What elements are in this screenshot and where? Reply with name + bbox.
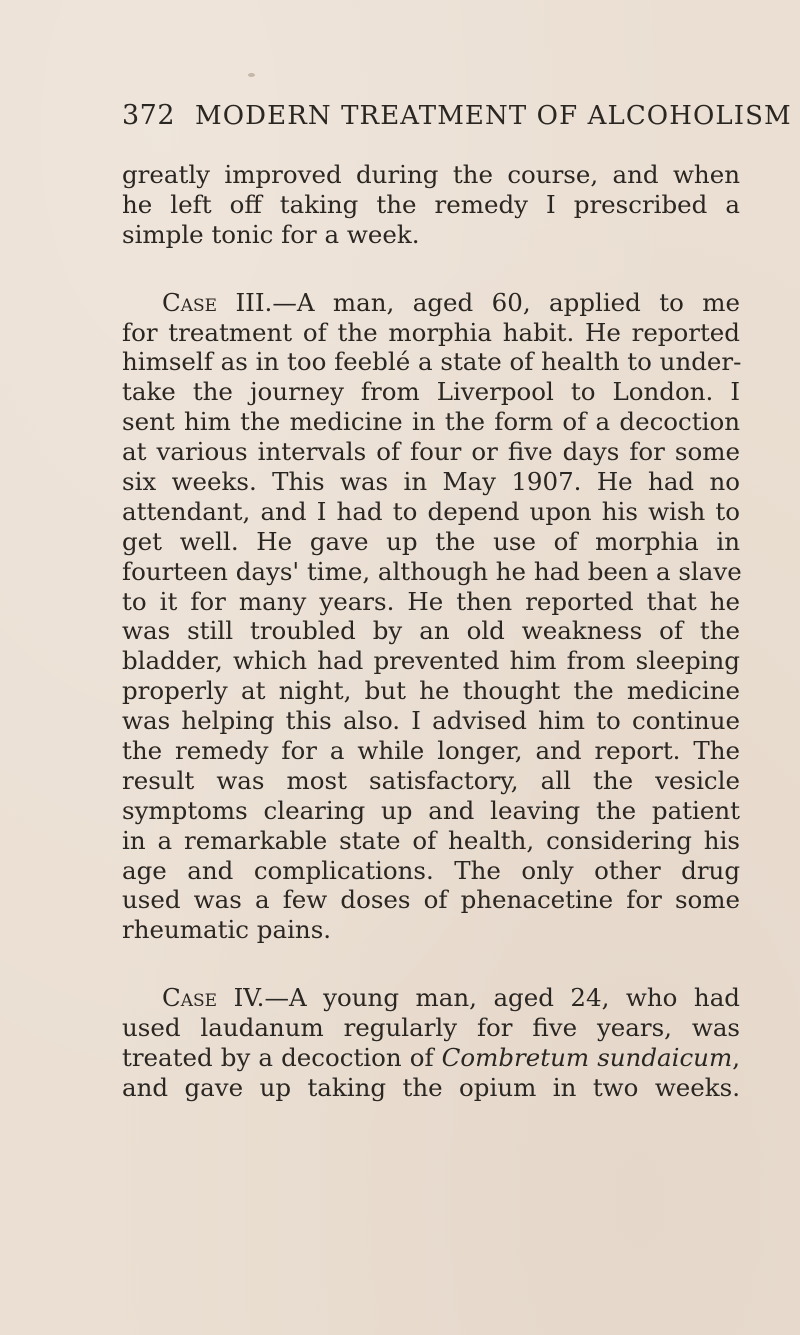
- text-line: sent him the medicine in the form of a decoction: [122, 407, 740, 437]
- text-line: bladder, which had prevented him from sleeping: [122, 646, 740, 676]
- text-span: treated by a decoction of: [122, 1043, 442, 1073]
- text-line: for treatment of the morphia habit. He reported: [122, 317, 740, 347]
- text-line: symptoms clearing up and leaving the patient: [122, 795, 740, 825]
- paragraph-gap: [122, 250, 740, 288]
- text-span: ,: [732, 1043, 740, 1073]
- text-line: age and complications. The only other drug: [122, 855, 740, 885]
- text-line: [122, 983, 740, 1013]
- text-line: properly at night, but he thought the medicine: [122, 676, 740, 706]
- text-line: himself as in too feeblé a state of health to under-: [122, 347, 742, 377]
- text-line: used was a few doses of phenacetine for some: [122, 885, 740, 915]
- case-label: Case IV.: [162, 983, 265, 1013]
- text-line: greatly improved during the course, and when: [122, 160, 740, 189]
- paragraph-gap: [122, 945, 740, 983]
- text-span: —A man, aged 60, applied to me: [272, 287, 740, 317]
- text-line: attendant, and I had to depend upon his wish to: [122, 496, 740, 526]
- text-line: was helping this also. I advised him to continue: [122, 706, 740, 736]
- text-span: —A young man, aged 24, who had: [264, 983, 740, 1013]
- text-line: the remedy for a while longer, and report. The: [122, 736, 740, 766]
- case-label: Case III.: [162, 287, 273, 317]
- page-number: 372: [122, 100, 176, 131]
- species-name: Combretum sundaicum: [441, 1043, 733, 1073]
- text-line: used laudanum regularly for five years, was: [122, 1013, 740, 1043]
- text-line: in a remarkable state of health, considering his: [122, 825, 740, 855]
- running-title: MODERN TREATMENT OF ALCOHOLISM: [195, 101, 792, 131]
- text-line: [122, 1043, 740, 1073]
- paper-spot: [248, 73, 255, 77]
- text-line: and gave up taking the opium in two weeks.: [122, 1072, 740, 1102]
- text-line: six weeks. This was in May 1907. He had no: [122, 467, 740, 497]
- text-line: was still troubled by an old weakness of the: [122, 616, 740, 646]
- text-line: he left off taking the remedy I prescribed a: [122, 189, 740, 219]
- text-line: fourteen days' time, although he had been a slave: [122, 556, 742, 586]
- text-line: rheumatic pains.: [122, 915, 332, 945]
- text-line: take the journey from Liverpool to London. I: [122, 377, 740, 407]
- text-line: to it for many years. He then reported that he: [122, 586, 740, 616]
- text-line: at various intervals of four or five days for some: [122, 437, 740, 467]
- body-text: [122, 160, 740, 1103]
- text-line: simple tonic for a week.: [122, 219, 420, 249]
- running-head: [122, 100, 792, 142]
- text-line: [122, 288, 740, 318]
- text-line: get well. He gave up the use of morphia in: [122, 526, 740, 556]
- text-line: result was most satisfactory, all the vesicle: [122, 765, 740, 795]
